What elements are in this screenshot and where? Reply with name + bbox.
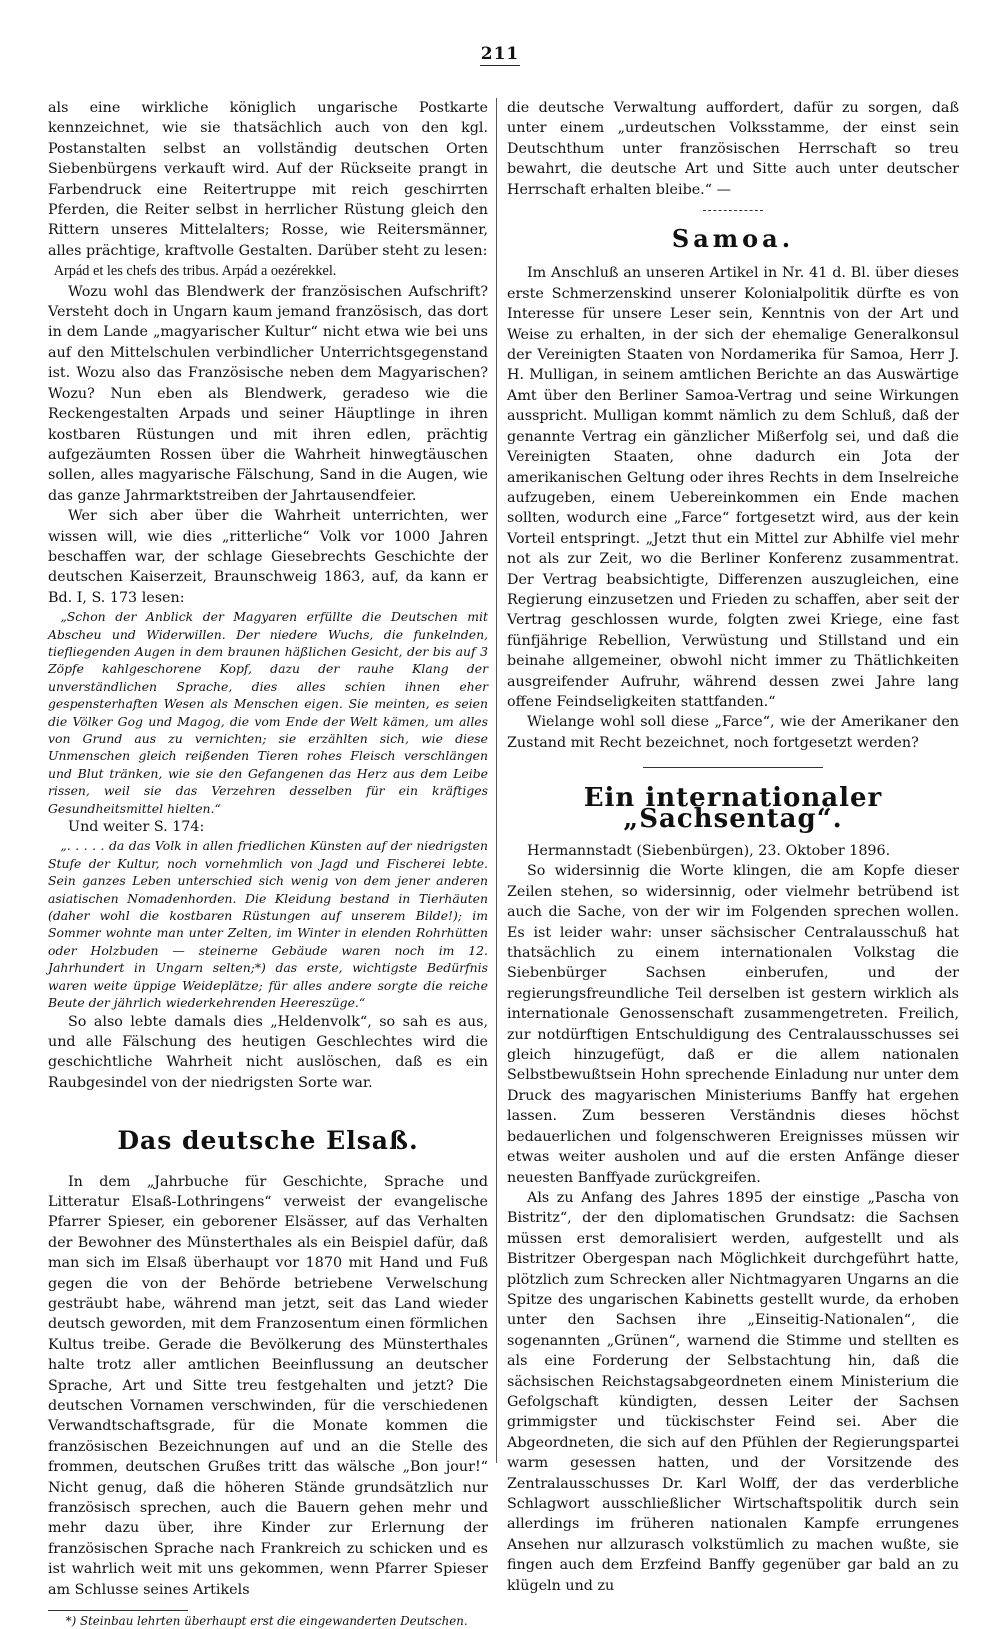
left-column <box>48 98 488 1629</box>
quotation: „. . . . . da das Volk in allen friedlichen Künsten auf der niedrigsten Stufe der Kultur, noch vornehmlich von Jagd und Fischerei lebte. Sein ganzes Leben unterschied sich wenig von dem jener anderen asiatischen Nomadenhorden. Die Kleidung bestand in Tierhäuten (daher wohl die kostbaren Rüstungen auf unserem Bilde!); im Sommer wohnte man unter Zelten, im Winter in elenden Rohrhütten oder Holzbuden — steinerne Gebäude waren noch im 12. Jahrhundert in Ungarn selten;*) das erste, wichtigste Bedürfnis waren weite üppige Weideplätze; für alles andere sorgte die reiche Beute der jährlich wiederkehrenden Heereszüge.“ <box>48 838 488 1011</box>
paragraph: Wer sich aber über die Wahrheit unterrichten, wer wissen will, wie dies „ritterliche“ Volk vor 1000 Jahren beschaffen war, der schlage Giesebrechts Geschichte der deutschen Kaiserzeit, Braunschweig 1863, auf, da kann er Bd. I, S. 173 lesen: <box>48 508 488 606</box>
quotation: „Schon der Anblick der Magyaren erfüllte die Deutschen mit Abscheu und Widerwillen. Der niedere Wuchs, die funkelnden, tiefliegenden Augen in dem braunen häßlichen Gesicht, der bis auf 3 Zöpfe kahlgeschorene Kopf, dazu der rauhe Klang der unverständlichen Sprache, dies alles schien ihnen eher gespensterhaften Wesen als Menschen eigen. Sie meinten, es seien die Völker Gog und Magog, die vom Ende der Welt kämen, um alles von Grund aus zu vernichten; sie erzählten sich, wie diese Unmenschen gleich reißenden Tieren rohes Fleisch verschlängen und Blut tränken, wie sie den Gefangenen das Herz aus dem Leibe rissen, weil sie das Verzehren desselben für ein kräftiges Gesundheitsmittel hielten.“ <box>48 609 488 816</box>
paragraph: Wielange wohl soll diese „Farce“, wie der Amerikaner den Zustand mit Recht bezeichnet, noch fortgesetzt werden? <box>507 714 959 751</box>
paragraph: Und weiter S. 174: <box>68 819 205 836</box>
column-divider <box>496 98 497 1463</box>
paragraph: In dem „Jahrbuche für Geschichte, Sprache und Litteratur Elsaß-Lothringens“ verweist der evangelische Pfarrer Spieser, ein geborener Elsässer, auf das Verhalten der Bewohner des Münsterthales als ein Beispiel dafür, daß man sich im Elsaß überhaupt vor 1870 mit Hand und Fuß gegen die von der Behörde betriebene Verwelschung gesträubt habe, während man jetzt, seit das Land wieder deutsch geworden, mit dem Franzosentum einen förmlichen Kultus treibe. Gerade die Bevölkerung des Münsterthales halte trotz aller amtlichen Beeinflussung an deutscher Sprache, Art und Sitte treu festgehalten und jetzt? Die deutschen Vornamen verschwinden, für die verschiedenen Verwandtschaftsgrade, für die Monate kommen die französischen Bezeichnungen auf und an die Stelle des frommen, deutschen Grußes tritt das wälsche „Bon jour!“ Nicht genug, daß die höheren Stände grundsätzlich nur französisch sprechen, auch die Bauern gehen mehr und mehr dazu über, ihre Kinder zur Erlernung der französischen Sprache nach Frankreich zu schicken und es ist wahrlich weit mit uns gekommen, wenn Pfarrer Spieser am Schlusse seines Artikels <box>48 1173 488 1598</box>
article-heading: Samoa. <box>671 224 795 254</box>
french-caption: Arpád et les chefs des tribus. Arpád a oezérekkel. <box>53 263 337 280</box>
paragraph: Wozu wohl das Blendwerk der französischen Aufschrift? Versteht doch in Ungarn kaum jemand französisch, das dort in dem Lande „magyarischer Kultur“ nicht etwa wie bei uns auf den Mittelschulen verbindlicher Unterrichtsgegenstand ist. Wozu also das Französische neben dem Magyarischen? Wozu? Nun eben als Blendwerk, geradeso wie die Reckengestalten Arpads und seiner Häuptlinge in ihren kostbaren Rüstungen und mit ihren edlen, prächtig aufgezäumten Rossen über die Wahrheit hinwegtäuschen sollen, alles magyarische Fälschung, Sand in die Augen, wie das ganze Jahrmarktstreiben der Jahrtausendfeier. <box>48 283 488 504</box>
paragraph: die deutsche Verwaltung auffordert, dafür zu sorgen, daß unter einem „urdeutschen Volksstamme, der einst sein Deutschthum unter französischen Herrschaft so treu bewahrt, die deutsche Art und Sitte auch unter deutscher Herrschaft erhalten bleibe.“ — <box>507 100 959 198</box>
footnote: *) Steinbau lehrten überhaupt erst die eingewanderten Deutschen. <box>65 1614 468 1629</box>
separator <box>703 210 763 211</box>
paragraph: als eine wirkliche königlich ungarische Postkarte kennzeichnet, wie sie thatsächlich auch von den kgl. Postanstalten selbst an vollständig deutschen Orten Siebenbürgens verkauft wird. Auf der Rückseite prangt in Farbendruck eine Reitertruppe mit reich geschirrten Pferden, die Reiter selbst in herrlicher Rüstung gleich den Rittern unseres Mittelalters; Rosse, wie Reitersmänner, alles prächtige, kraftvolle Gestalten. Darüber steht zu lesen: <box>48 100 488 259</box>
article-heading: Ein internationaler „Sachsentag“. <box>583 783 883 834</box>
dateline: Hermannstadt (Siebenbürgen), 23. Oktober 1896. <box>527 843 891 859</box>
paragraph: So widersinnig die Worte klingen, die am Kopfe dieser Zeilen stehen, so widersinnig, oder vielmehr betrübend ist auch die Sache, von der wir im Folgenden sprechen wollen. Es ist leider wahr: unser sächsischer Centralausschuß hat thatsächlich zu einem internationalen Volkstag die Siebenbürger Sachsen einberufen, und der regierungsfreundliche Teil derselben ist gestern wirklich als internationale Genossenschaft zusammengetreten. Freilich, zur notdürftigen Entschuldigung des Centralausschusses sei gleich hinzugefügt, daß er die allem nationalen Selbstbewußtsein Hohn sprechende Einladung nur unter dem Druck des magyarischen Ministeriums Banffy hat ergehen lassen. Zum besseren Verständnis dieses höchst bedauerlichen und folgenschweren Ereignisses müssen wir etwas weiter ausholen und auf die ersten Anfänge dieser neuesten Banffyade zurückgreifen. <box>507 863 959 1186</box>
separator <box>643 767 823 768</box>
page-number: 211 <box>480 44 520 64</box>
article-heading: Das deutsche Elsaß. <box>117 1126 419 1156</box>
paragraph: Als zu Anfang des Jahres 1895 der einstige „Pascha von Bistritz“, der den diplomatischen Grundsatz: die Sachsen müssen erst demoralisiert werden, aufgestellt und als Bistritzer Obergespan nach Möglichkeit durchgeführt hatte, plötzlich zum Schrecken aller Nichtmagyaren Ungarns an die Spitze des ungarischen Kabinetts gestellt wurde, da erhoben unter den Sachsen ihre „Einseitig-Nationalen“, die sogenannten „Grünen“, warnend die Stimme und stellten es als eine Forderung der Selbstachtung hin, daß die sächsischen Reichstagsabgeordneten einem Ministerium die Gefolgschaft kündigten, dessen Leiter der Sachsen grimmigster und tückischster Feind sei. Aber die Abgeordneten, die sich auf den Pfühlen der Regierungspartei warm gesessen hatten, und der Vorsitzende des Zentralausschusses Dr. Karl Wolff, der das verderbliche Schlagwort ausschließlicher Wirtschaftspolitik durch sein allerdings im früheren nationalen Kampfe errungenes Ansehen nur allzurasch volkstümlich zu machen wußte, sie fingen auch dem Erzfeind Banffy gegenüber gar bald an zu klügeln und zu <box>507 1189 959 1594</box>
footnote-rule <box>48 1610 188 1611</box>
paragraph: Im Anschluß an unseren Artikel in Nr. 41 d. Bl. über dieses erste Schmerzenskind unserer Kolonialpolitik dürfte es von Interesse für unsere Leser sein, Kenntnis von der Art und Weise zu erhalten, in der sich der ehemalige Generalkonsul der Vereinigten Staaten von Nordamerika für Samoa, Herr J. H. Mulligan, in seinem amtlichen Berichte an das Auswärtige Amt über den Berliner Samoa-Vertrag und seine Wirkungen ausspricht. Mulligan kommt nämlich zu dem Schluß, daß der genannte Vertrag ein gänzlicher Mißerfolg sei, und daß die Vereinigten Staaten, ohne dadurch ein Jota der amerikanischen Geltung oder ihres Rechts in dem Inselreiche aufzugeben, einem Uebereinkommen ein Ende machen sollten, wodurch eine „Farce“ fortgesetzt wird, aus der kein Vorteil entspringt. „Jetzt thut ein Mittel zur Abhilfe viel mehr not als zur Zeit, wo die Berliner Konferenz zusammentrat. Der Vertrag beabsichtigte, Differenzen auszugleichen, eine Regierung einzusetzen und Frieden zu schaffen, aber seit der Vertrag geschlossen wurde, folgten zwei Kriege, eine fast fünfjährige Rebellion, Verwüstung und Stillstand und ein beinahe allgemeiner, obwohl nicht immer zu Thätlichkeiten ausgreifender Aufruhr, während dessen zwei Jahre lang offene Feindseligkeiten stattfanden.“ <box>507 265 959 710</box>
page-number-rule <box>480 65 520 66</box>
right-column <box>507 98 959 1596</box>
paragraph: So also lebte damals dies „Heldenvolk“, so sah es aus, und alle Fälschung des heutigen Geschlechtes wird die geschichtliche Wahrheit nicht auslöschen, daß es ein Raubgesindel von der niedrigsten Sorte war. <box>48 1013 488 1091</box>
